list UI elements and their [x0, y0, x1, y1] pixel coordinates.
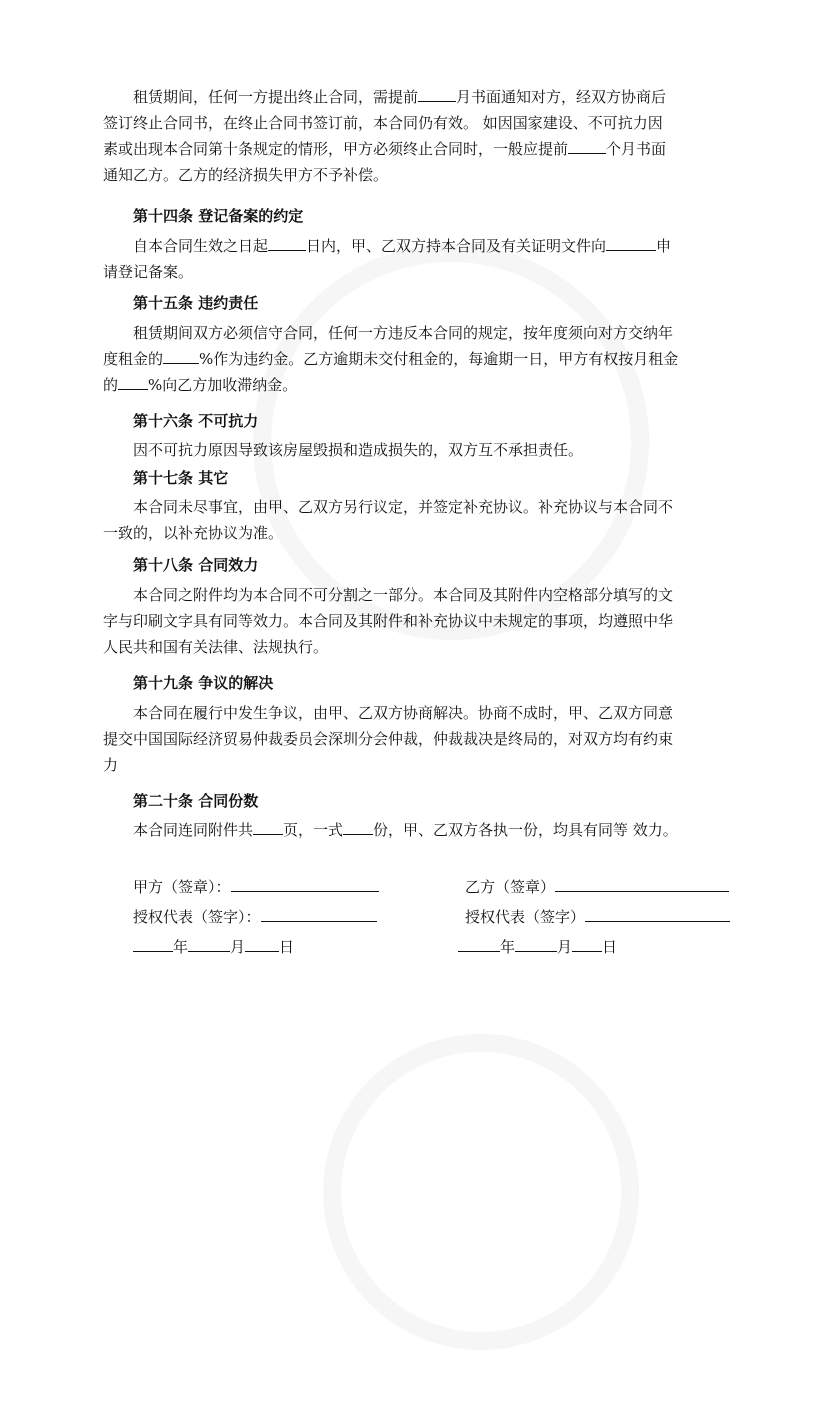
text-line: 字与印刷文字具有同等效力。本合同及其附件和补充协议中未规定的事项，均遵照中华	[103, 612, 674, 630]
blank-field	[418, 87, 456, 102]
article-16-body	[133, 437, 733, 463]
year-label: 年	[500, 938, 516, 956]
blank-field	[268, 236, 306, 251]
text-line: 本合同未尽事宜，由甲、乙双方另行议定，并签定补充协议。补充协议与本合同不	[133, 498, 674, 516]
text-line: 素或出现本合同第十条规定的情形，甲方必须终止合同时，一般应提前	[103, 140, 569, 158]
date-a	[133, 934, 294, 960]
text-line: 提交中国国际经济贸易仲裁委员会深圳分会仲裁，仲裁裁决是终局的，对双方均有约束	[103, 730, 674, 748]
article-20-title: 第二十条 合同份数	[133, 792, 259, 810]
rep-b-label: 授权代表（签字）	[465, 908, 586, 926]
text-line: 个月书面	[606, 140, 667, 158]
month-blank	[515, 937, 557, 952]
termination-clause	[103, 84, 733, 188]
blank-field	[118, 375, 148, 390]
text-line: %向乙方加收滞纳金。	[148, 376, 298, 394]
article-15-title: 第十五条 违约责任	[133, 294, 259, 312]
rep-b-signature	[465, 904, 730, 930]
day-label: 日	[279, 938, 295, 956]
article-18-body	[103, 582, 733, 660]
article-14-body	[103, 233, 733, 285]
party-a-label: 甲方（签章）：	[133, 878, 231, 896]
party-a-signature	[133, 874, 379, 900]
rep-a-label: 授权代表（签字）：	[133, 908, 261, 926]
day-label: 日	[602, 938, 618, 956]
blank-field	[343, 820, 373, 835]
article-14-title: 第十四条 登记备案的约定	[133, 207, 304, 225]
text-line: 人民共和国有关法律、法规执行。	[103, 638, 329, 656]
article-19-title: 第十九条 争议的解决	[133, 674, 274, 692]
text-line: 本合同连同附件共	[133, 821, 254, 839]
party-a-sign-line	[231, 877, 379, 892]
rep-a-sign-line	[261, 907, 377, 922]
article-20-body	[133, 817, 733, 843]
month-label: 月	[557, 938, 573, 956]
year-blank	[458, 937, 500, 952]
text-line: 签订终止合同书，在终止合同书签订前，本合同仍有效。 如因国家建设、不可抗力因	[103, 114, 663, 132]
text-line: 的	[103, 376, 119, 394]
day-blank	[572, 937, 602, 952]
text-line: %作为违约金。乙方逾期未交付租金的，每逾期一日，甲方有权按月租金	[199, 350, 679, 368]
article-17-title: 第十七条 其它	[133, 469, 229, 487]
year-label: 年	[173, 938, 189, 956]
party-b-signature	[465, 874, 729, 900]
text-line: 请登记备案。	[103, 263, 194, 281]
month-label: 月	[230, 938, 246, 956]
rep-b-sign-line	[585, 907, 730, 922]
text-line: 度租金的	[103, 350, 164, 368]
text-line: 租赁期间，任何一方提出终止合同，需提前	[133, 88, 419, 106]
month-blank	[188, 937, 230, 952]
date-b	[458, 934, 617, 960]
article-17-body	[103, 494, 733, 546]
text-line: 页，一式	[283, 821, 344, 839]
text-line: 通知乙方。乙方的经济损失甲方不予补偿。	[103, 166, 389, 184]
party-b-sign-line	[555, 877, 729, 892]
article-16-title: 第十六条 不可抗力	[133, 412, 259, 430]
article-19-body	[103, 700, 733, 778]
year-blank	[133, 937, 173, 952]
text-line: 本合同之附件均为本合同不可分割之一部分。本合同及其附件内空格部分填写的文	[133, 586, 674, 604]
rep-a-signature	[133, 904, 377, 930]
blank-field	[568, 139, 606, 154]
day-blank	[245, 937, 279, 952]
blank-field	[163, 349, 199, 364]
blank-field	[253, 820, 283, 835]
text-line: 租赁期间双方必须信守合同，任何一方违反本合同的规定，按年度须向对方交纳年	[133, 324, 674, 342]
text-line: 力	[103, 756, 119, 774]
text-line: 一致的，以补充协议为准。	[103, 524, 284, 542]
article-18-title: 第十八条 合同效力	[133, 556, 259, 574]
blank-field	[606, 236, 656, 251]
article-15-body	[103, 320, 733, 398]
text-line: 因不可抗力原因导致该房屋毁损和造成损失的，双方互不承担责任。	[133, 441, 584, 459]
watermark-bottom	[261, 981, 679, 1399]
text-line: 申	[656, 237, 672, 255]
text-line: 本合同在履行中发生争议，由甲、乙双方协商解决。协商不成时，甲、乙双方同意	[133, 704, 674, 722]
text-line: 日内，甲、乙双方持本合同及有关证明文件向	[306, 237, 607, 255]
text-line: 自本合同生效之日起	[133, 237, 269, 255]
party-b-label: 乙方（签章）	[465, 878, 556, 896]
text-line: 份，甲、乙双方各执一份，均具有同等 效力。	[373, 821, 678, 839]
text-line: 月书面通知对方，经双方协商后	[456, 88, 667, 106]
